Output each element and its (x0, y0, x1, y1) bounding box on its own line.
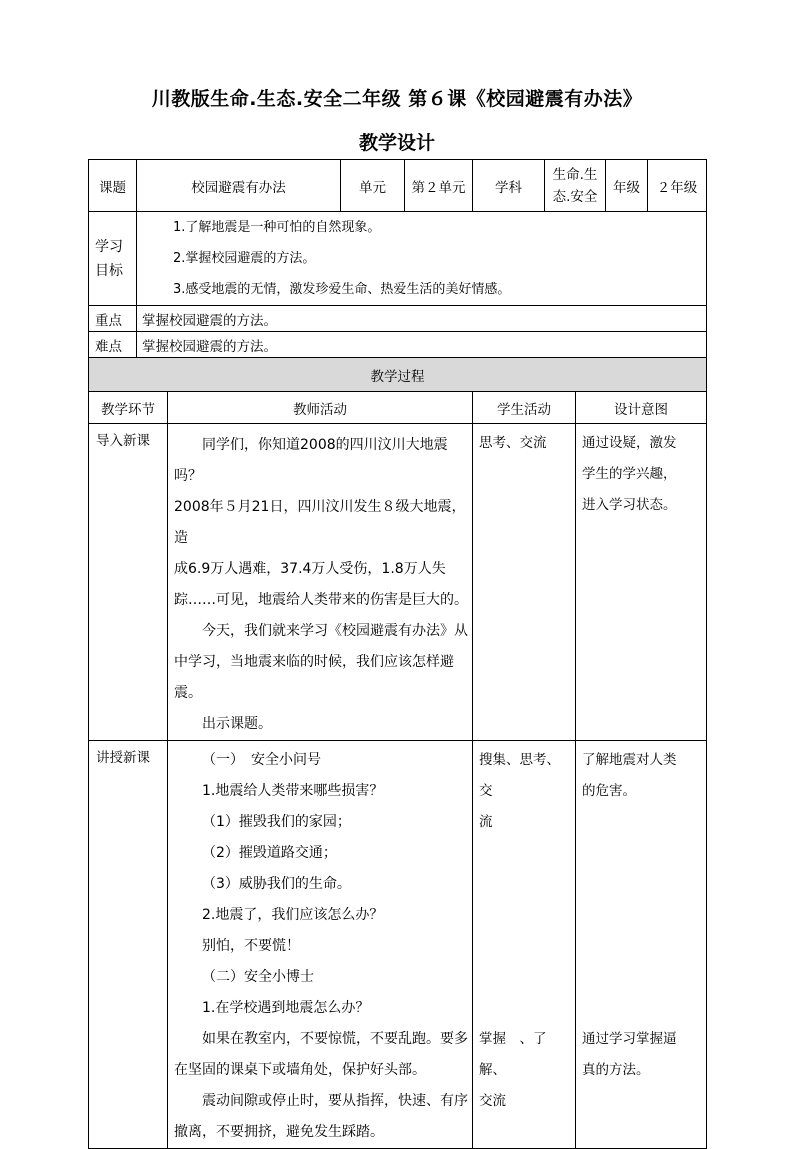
subject-label: 学科 (473, 160, 545, 212)
lecture-line: （一） 安全小问号 (202, 752, 321, 768)
goals-label-line2: 目标 (95, 262, 123, 279)
intro-line: 2008年５月21日，四川汶川发生８级大地震，造 (174, 499, 466, 546)
lecture-line: （2）摧毁道路交通； (202, 845, 337, 861)
lecture-line: 别怕，不要慌！ (202, 938, 300, 954)
lecture-student-gap (479, 838, 569, 1024)
lecture-line: 撤离，不要拥挤，避免发生踩踏。 (174, 1124, 384, 1140)
topic-label: 课题 (89, 160, 137, 212)
lecture-intent-line: 通过学习掌握逼 (582, 1031, 677, 1047)
topic-value: 校园避震有办法 (137, 160, 341, 212)
document-subtitle: 教学设计 (358, 132, 435, 154)
goal-item: 1.了解地震是一种可怕的自然现象。 (173, 220, 381, 235)
intro-line: 踪……可见，地震给人类带来的伤害是巨大的。 (174, 592, 468, 608)
lecture-intent-line: 真的方法。 (582, 1062, 650, 1078)
goals-label (89, 212, 137, 306)
intro-teacher-activity (168, 424, 473, 741)
lecture-line: 如果在教室内，不要惊慌，不要乱跑。要多 (202, 1031, 468, 1047)
lecture-line: 1.在学校遇到地震怎么办？ (202, 1000, 370, 1016)
intro-student-activity: 思考、交流 (473, 424, 576, 741)
lecture-intent-line: 了解地震对人类 (582, 752, 677, 768)
lecture-teacher-activity (168, 741, 473, 1149)
grade-value: ２年级 (648, 160, 707, 212)
lecture-line: 1.地震给人类带来哪些损害？ (202, 783, 384, 799)
intro-line: 今天，我们就来学习《校园避震有办法》从 (202, 623, 468, 639)
lecture-student-line: 掌握 、了解、 (479, 1031, 547, 1078)
intro-intent-line: 进入学习状态。 (582, 497, 677, 513)
lecture-line: （3）威胁我们的生命。 (202, 876, 351, 892)
lecture-stage: 讲授新课 (89, 741, 168, 1149)
intro-design-intent (576, 424, 707, 741)
difficulty-label: 难点 (89, 332, 137, 358)
header-stage: 教学环节 (89, 392, 168, 424)
intro-stage: 导入新课 (89, 424, 168, 741)
lecture-line: 震动间隙或停止时，要从指挥，快速、有序 (202, 1093, 468, 1109)
lecture-line: （二）安全小博士 (202, 969, 314, 985)
header-student: 学生活动 (473, 392, 576, 424)
unit-value: 第２单元 (405, 160, 473, 212)
goal-item: 3.感受地震的无情，激发珍爱生命、热爱生活的美好情感。 (173, 282, 511, 297)
lecture-student-line: 搜集、思考、交 (479, 752, 560, 799)
subject-value-line2: 态.安全 (552, 188, 598, 205)
subject-value (545, 160, 606, 212)
intro-line: 中学习，当地震来临的时候，我们应该怎样避震。 (174, 654, 454, 701)
lecture-intent-line: 的危害。 (582, 783, 636, 799)
lecture-student-line: 流 (479, 814, 493, 830)
grade-label: 年级 (606, 160, 648, 212)
process-banner: 教学过程 (89, 358, 707, 392)
header-teacher: 教师活动 (168, 392, 473, 424)
lesson-plan-table (88, 159, 707, 1149)
subject-value-line1: 生命.生 (552, 166, 598, 183)
unit-label: 单元 (341, 160, 405, 212)
document-title: 川教版生命.生态.安全二年级 第６课《校园避震有办法》 (151, 88, 643, 110)
lecture-line: 2.地震了，我们应该怎么办？ (202, 907, 384, 923)
lecture-student-activity (473, 741, 576, 1149)
intro-line: 同学们，你知道2008的四川汶川大地震吗？ (174, 437, 448, 484)
key-point-label: 重点 (89, 306, 137, 332)
lecture-design-intent (576, 741, 707, 1149)
lecture-line: （1）摧毁我们的家园； (202, 814, 351, 830)
key-point-value: 掌握校园避震的方法。 (137, 306, 707, 332)
goals-label-line1: 学习 (95, 238, 123, 255)
lecture-student-line: 交流 (479, 1093, 506, 1109)
intro-intent-line: 通过设疑，激发 (582, 435, 677, 451)
goals-list (137, 212, 707, 306)
header-intent: 设计意图 (576, 392, 707, 424)
goal-item: 2.掌握校园避震的方法。 (173, 251, 316, 266)
intro-line: 成6.9万人遇难，37.4万人受伤，1.8万人失 (174, 561, 446, 577)
lecture-intent-gap (582, 807, 700, 1024)
difficulty-value: 掌握校园避震的方法。 (137, 332, 707, 358)
intro-intent-line: 学生的学兴趣， (582, 466, 677, 482)
intro-line: 出示课题。 (202, 716, 272, 732)
lecture-line: 在坚固的课桌下或墙角处，保护好头部。 (174, 1062, 426, 1078)
